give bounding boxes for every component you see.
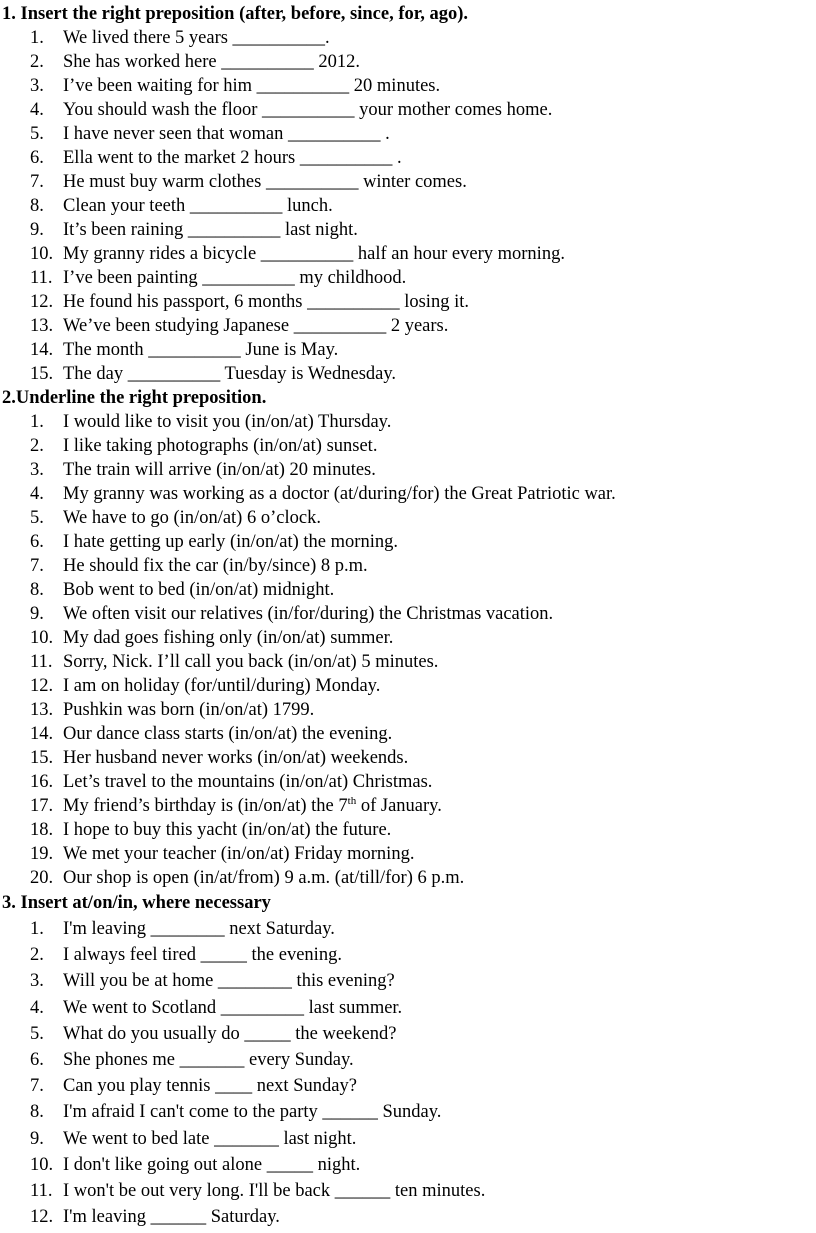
- list-item: [0, 458, 816, 482]
- item-number: 1.: [30, 28, 44, 48]
- item-text: Clean your teeth __________ lunch.: [63, 196, 333, 216]
- item-text: Her husband never works (in/on/at) weekends.: [63, 748, 409, 768]
- item-text: I like taking photographs (in/on/at) sunset.: [63, 436, 378, 456]
- item-number: 2.: [30, 52, 44, 72]
- list-item: [0, 554, 816, 578]
- list-item: [0, 338, 816, 362]
- item-number: 5.: [30, 124, 44, 144]
- list-item: [0, 1152, 816, 1178]
- item-text: I don't like going out alone _____ night.: [63, 1154, 361, 1175]
- item-text: I hope to buy this yacht (in/on/at) the future.: [63, 820, 392, 840]
- item-number: 18.: [30, 820, 54, 840]
- item-text: We often visit our relatives (in/for/during) the Christmas vacation.: [63, 604, 554, 624]
- item-text: The day __________ Tuesday is Wednesday.: [63, 364, 397, 384]
- list-item: [0, 916, 816, 942]
- section-2-title: 2.Underline the right preposition.: [2, 388, 267, 408]
- item-text: Ella went to the market 2 hours __________ .: [63, 148, 402, 168]
- item-text: We went to bed late _______ last night.: [63, 1128, 357, 1149]
- item-text: [63, 794, 442, 818]
- item-number: 10.: [30, 244, 54, 264]
- list-item: [0, 26, 816, 50]
- list-item: [0, 194, 816, 218]
- item-text: My granny was working as a doctor (at/during/for) the Great Patriotic war.: [63, 484, 616, 504]
- section-3: [0, 890, 816, 1230]
- item-number: 7.: [30, 556, 44, 576]
- section-1: [0, 2, 816, 386]
- list-item: [0, 434, 816, 458]
- item-number: 4.: [30, 100, 44, 120]
- item-number: 7.: [30, 172, 44, 192]
- item-text: We went to Scotland _________ last summer.: [63, 997, 403, 1018]
- item-text: I'm afraid I can't come to the party ______ Sunday.: [63, 1102, 442, 1123]
- item-text: What do you usually do _____ the weekend?: [63, 1023, 397, 1044]
- item-number: 12.: [30, 292, 54, 312]
- list-item: [0, 650, 816, 674]
- list-item: [0, 290, 816, 314]
- list-item: [0, 410, 816, 434]
- item-number: 2.: [30, 945, 44, 966]
- item-number: 2.: [30, 436, 44, 456]
- item-text: I'm leaving ________ next Saturday.: [63, 919, 335, 939]
- list-item: [0, 50, 816, 74]
- item-text: He should fix the car (in/by/since) 8 p.m.: [63, 556, 368, 576]
- item-text: Sorry, Nick. I’ll call you back (in/on/at) 5 minutes.: [63, 652, 439, 672]
- item-number: 4.: [30, 484, 44, 504]
- list-item: [0, 746, 816, 770]
- item-text: We met your teacher (in/on/at) Friday morning.: [63, 844, 415, 864]
- item-text: It’s been raining __________ last night.: [63, 220, 358, 240]
- list-item: [0, 866, 816, 890]
- item-number: 11.: [30, 268, 53, 288]
- item-number: 13.: [30, 316, 54, 336]
- list-item: [0, 942, 816, 968]
- item-text: We lived there 5 years __________.: [63, 28, 330, 48]
- item-text: I would like to visit you (in/on/at) Thursday.: [63, 412, 392, 432]
- item-text: You should wash the floor __________ your mother comes home.: [63, 100, 553, 120]
- item-number: 3.: [30, 76, 44, 96]
- item-text: I won't be out very long. I'll be back ______ ten minutes.: [63, 1180, 486, 1201]
- item-text: I hate getting up early (in/on/at) the morning.: [63, 532, 398, 552]
- item-number: 20.: [30, 868, 54, 888]
- list-item: [0, 1073, 816, 1099]
- item-number: 6.: [30, 532, 44, 552]
- item-text-part: of January.: [356, 796, 442, 816]
- item-number: 5.: [30, 508, 44, 528]
- item-number: 11.: [30, 1180, 53, 1201]
- item-number: 9.: [30, 1128, 44, 1149]
- list-item: [0, 218, 816, 242]
- item-text: I am on holiday (for/until/during) Monday.: [63, 676, 381, 696]
- item-text: The month __________ June is May.: [63, 340, 339, 360]
- item-text: We have to go (in/on/at) 6 o’clock.: [63, 508, 321, 528]
- item-number: 13.: [30, 700, 54, 720]
- list-item: [0, 482, 816, 506]
- item-number: 1.: [30, 412, 44, 432]
- list-item: [0, 74, 816, 98]
- list-item: [0, 1021, 816, 1047]
- item-text-part: My friend’s birthday is (in/on/at) the 7: [63, 796, 348, 816]
- list-item: [0, 1126, 816, 1152]
- list-item: [0, 818, 816, 842]
- list-item: [0, 1099, 816, 1125]
- section-1-title: 1. Insert the right preposition (after, before, since, for, ago).: [2, 4, 469, 24]
- item-text: I always feel tired _____ the evening.: [63, 945, 342, 966]
- item-number: 6.: [30, 1049, 44, 1070]
- item-text: My granny rides a bicycle __________ half an hour every morning.: [63, 244, 565, 264]
- item-text: She phones me _______ every Sunday.: [63, 1049, 354, 1070]
- item-number: 8.: [30, 580, 44, 600]
- list-item: [0, 722, 816, 746]
- item-text: Let’s travel to the mountains (in/on/at) Christmas.: [63, 772, 433, 792]
- item-number: 9.: [30, 220, 44, 240]
- list-item: [0, 578, 816, 602]
- list-item: [0, 842, 816, 866]
- item-number: 15.: [30, 364, 54, 384]
- item-number: 3.: [30, 460, 44, 480]
- item-text: Our dance class starts (in/on/at) the evening.: [63, 724, 393, 744]
- item-text: I’ve been painting __________ my childhood.: [63, 268, 407, 288]
- list-item: [0, 146, 816, 170]
- item-number: 12.: [30, 1207, 54, 1228]
- list-item: [0, 170, 816, 194]
- item-text: The train will arrive (in/on/at) 20 minutes.: [63, 460, 376, 480]
- item-number: 1.: [30, 919, 44, 939]
- item-text: Can you play tennis ____ next Sunday?: [63, 1076, 357, 1097]
- section-3-title: 3. Insert at/on/in, where necessary: [2, 893, 271, 913]
- item-number: 15.: [30, 748, 54, 768]
- list-item: [0, 698, 816, 722]
- list-item: [0, 674, 816, 698]
- item-number: 11.: [30, 652, 53, 672]
- item-text: She has worked here __________ 2012.: [63, 52, 360, 72]
- list-item: [0, 968, 816, 994]
- list-item: [0, 314, 816, 338]
- list-item: [0, 1047, 816, 1073]
- section-2: [0, 386, 816, 890]
- list-item: [0, 1178, 816, 1204]
- list-item: [0, 1204, 816, 1230]
- item-number: 10.: [30, 1154, 54, 1175]
- list-item: [0, 770, 816, 794]
- item-number: 19.: [30, 844, 54, 864]
- item-number: 10.: [30, 628, 54, 648]
- item-number: 8.: [30, 196, 44, 216]
- list-item: [0, 995, 816, 1021]
- item-text: I have never seen that woman __________ .: [63, 124, 390, 144]
- item-number: 6.: [30, 148, 44, 168]
- item-text: Will you be at home ________ this evening?: [63, 971, 395, 992]
- item-number: 8.: [30, 1102, 44, 1123]
- item-number: 7.: [30, 1076, 44, 1097]
- item-number: 4.: [30, 997, 44, 1018]
- item-text: I'm leaving ______ Saturday.: [63, 1207, 280, 1228]
- list-item: [0, 98, 816, 122]
- item-number: 12.: [30, 676, 54, 696]
- list-item: [0, 506, 816, 530]
- list-item: [0, 266, 816, 290]
- list-item: [0, 242, 816, 266]
- list-item: [0, 362, 816, 386]
- list-item: [0, 794, 816, 818]
- item-number: 3.: [30, 971, 44, 992]
- item-number: 14.: [30, 340, 54, 360]
- item-number: 9.: [30, 604, 44, 624]
- item-number: 16.: [30, 772, 54, 792]
- item-text: Pushkin was born (in/on/at) 1799.: [63, 700, 315, 720]
- item-text: Bob went to bed (in/on/at) midnight.: [63, 580, 335, 600]
- list-item: [0, 626, 816, 650]
- item-text: We’ve been studying Japanese __________ 2 years.: [63, 316, 449, 336]
- item-number: 17.: [30, 796, 54, 816]
- item-text: I’ve been waiting for him __________ 20 minutes.: [63, 76, 441, 96]
- item-text: My dad goes fishing only (in/on/at) summer.: [63, 628, 394, 648]
- item-text: He must buy warm clothes __________ winter comes.: [63, 172, 467, 192]
- list-item: [0, 530, 816, 554]
- item-text: He found his passport, 6 months __________ losing it.: [63, 292, 469, 312]
- ordinal-suffix: th: [347, 794, 357, 807]
- list-item: [0, 602, 816, 626]
- item-number: 5.: [30, 1023, 44, 1044]
- list-item: [0, 122, 816, 146]
- item-number: 14.: [30, 724, 54, 744]
- item-text: Our shop is open (in/at/from) 9 a.m. (at/till/for) 6 p.m.: [63, 868, 465, 888]
